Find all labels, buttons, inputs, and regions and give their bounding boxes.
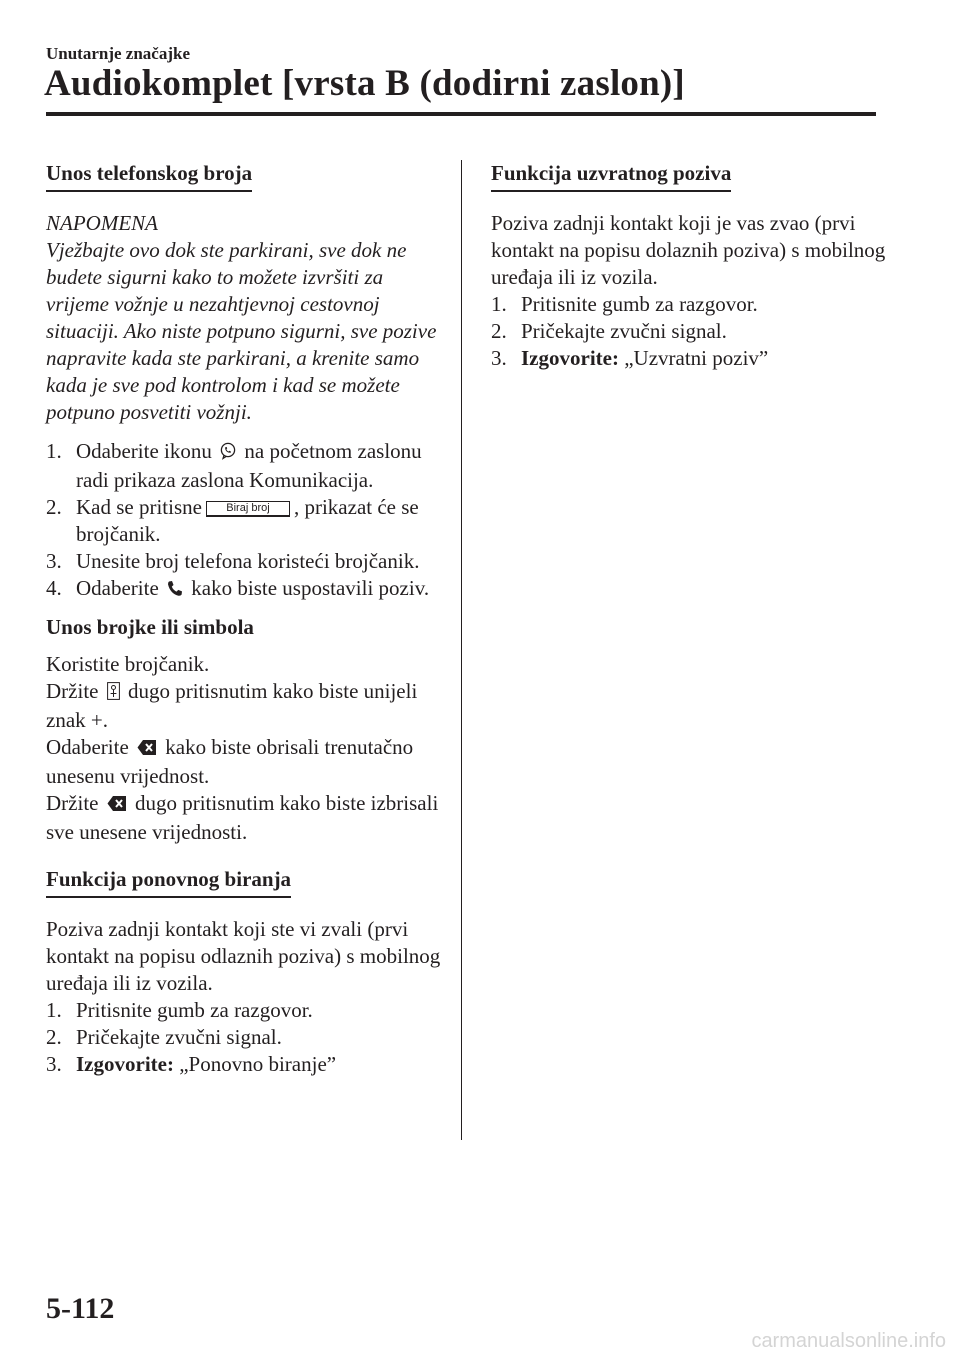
note-text: Vježbajte ovo dok ste parkirani, sve dok ne budete sigurni kako to možete izvršiti za vrijeme vožnje u nezahtjevnoj cestovnoj situaciji. Ako niste potpuno sigurni, sve pozive napravite kada ste parkirani, a krenite samo kada je sve pod kontrolom i kad se možete potpuno posvetiti vožnji. (46, 238, 437, 424)
phone-entry-steps (46, 438, 446, 604)
backspace-delete-icon (107, 792, 127, 819)
step-1: 1. Odaberite ikonu na početnom zaslonu radi prikaza zaslona Komunikacija. (46, 439, 422, 492)
title-rule (46, 112, 876, 116)
note-label: NAPOMENA (46, 211, 158, 235)
chapter-label: Unutarnje značajke (46, 44, 191, 63)
watermark: carmanualsonline.info (751, 1330, 946, 1352)
step-3: 3. Izgovorite: „Uzvratni poziv” (491, 346, 769, 370)
page-title: Audiokomplet [vrsta B (dodirni zaslon)] (44, 63, 685, 104)
callback-description: Poziva zadnji kontakt koji je vas zvao (prvi kontakt na popisu dolaznih poziva) s mobilnog uređaja ili iz vozila. (491, 211, 886, 289)
page-number: 5-112 (46, 1292, 115, 1325)
redial-steps (46, 997, 446, 1078)
step-1: 1. Pritisnite gumb za razgovor. (46, 998, 313, 1022)
backspace-delete-icon (137, 736, 157, 763)
subsection-title-digit-symbol: Unos brojke ili simbola (46, 615, 254, 639)
redial-description: Poziva zadnji kontakt koji ste vi zvali (prvi kontakt na popisu odlaznih poziva) s mobilnog uređaja ili iz vozila. (46, 917, 441, 995)
step-4: 4. Odaberite kako biste uspostavili poziv. (46, 575, 446, 604)
phone-handset-icon (167, 577, 183, 604)
section-title-callback: Funkcija uzvratnog poziva (491, 160, 731, 192)
step-3: 3. Unesite broj telefona koristeći brojčanik. (46, 549, 420, 573)
body-line: Držite dugo pritisnutim kako biste unijeli znak +. (46, 679, 418, 732)
section-title-redial: Funkcija ponovnog biranja (46, 866, 291, 898)
communication-icon (220, 440, 236, 467)
dial-number-button[interactable]: Biraj broj (206, 501, 290, 517)
body-line: Držite dugo pritisnutim kako biste izbrisali sve unesene vrijednosti. (46, 791, 439, 844)
step-1: 1. Pritisnite gumb za razgovor. (491, 292, 758, 316)
column-divider (461, 160, 462, 1140)
plus-key-icon (107, 680, 120, 707)
step-2: 2. Pričekajte zvučni signal. (491, 319, 727, 343)
body-line: Odaberite kako biste obrisali trenutačno unesenu vrijednost. (46, 735, 414, 788)
section-title-phone-number-entry: Unos telefonskog broja (46, 160, 252, 192)
step-2: 2. Pričekajte zvučni signal. (46, 1025, 282, 1049)
step-2: 2. Kad se pritisne Biraj broj , prikazat će se brojčanik. (46, 495, 419, 546)
callback-steps (491, 291, 901, 372)
right-column (491, 160, 901, 382)
body-line: Koristite brojčanik. (46, 652, 210, 676)
left-column (46, 160, 446, 1088)
step-3: 3. Izgovorite: „Ponovno biranje” (46, 1052, 337, 1076)
